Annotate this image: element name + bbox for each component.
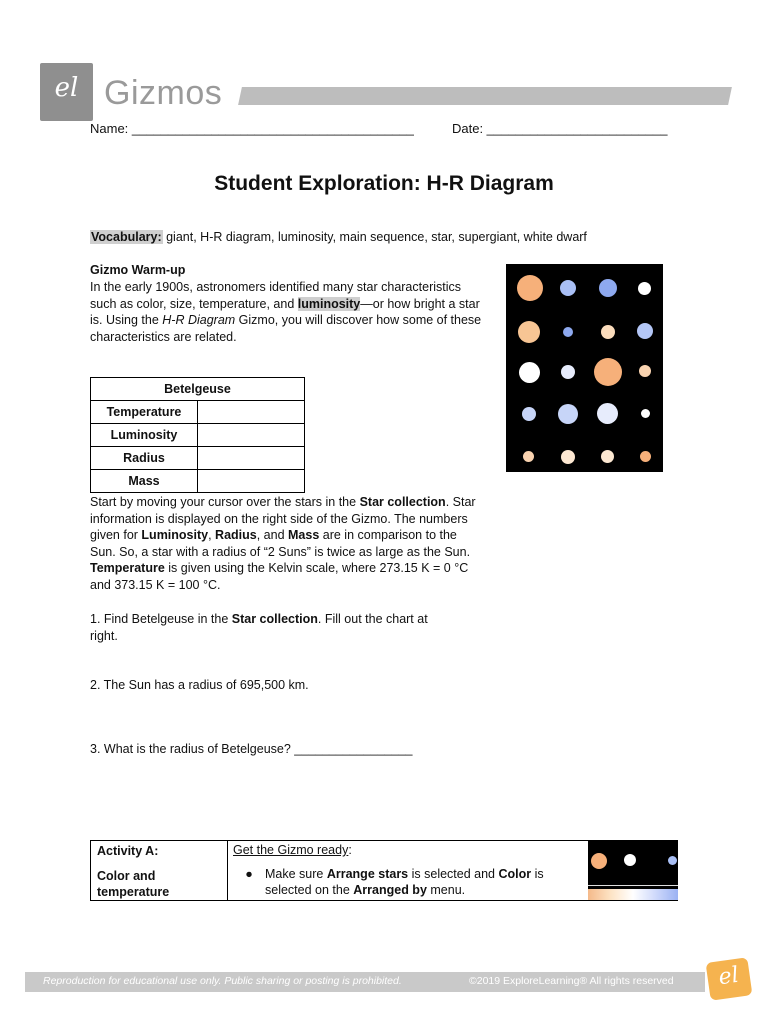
text: is selected on the — [265, 867, 544, 897]
star — [561, 365, 575, 379]
star — [638, 282, 651, 295]
star — [601, 325, 615, 339]
vocabulary-terms: giant, H-R diagram, luminosity, main sequence, star, supergiant, white dwarf — [166, 230, 587, 244]
star — [517, 275, 543, 301]
star — [639, 365, 651, 377]
text: : — [348, 843, 352, 857]
get-ready-heading: Get the Gizmo ready — [233, 843, 349, 857]
gizmo-name: H-R Diagram — [162, 313, 236, 327]
date-field[interactable]: Date: _________________________ — [452, 121, 668, 136]
text: is selected and — [408, 867, 499, 881]
row-label-luminosity: Luminosity — [91, 424, 198, 447]
activity-ready-line — [233, 843, 583, 857]
text: menu. — [426, 883, 466, 897]
star — [523, 451, 534, 462]
star — [560, 280, 576, 296]
mass-cell[interactable] — [198, 470, 305, 493]
warmup-text-2: —or how bright a star is. Using the — [90, 296, 480, 327]
bold-term: Color — [498, 867, 532, 881]
bold-term: Radius — [215, 528, 257, 542]
star — [601, 450, 614, 463]
warmup-heading: Gizmo Warm-up — [90, 263, 186, 277]
text: , and — [256, 528, 289, 542]
luminosity-term: luminosity — [297, 296, 361, 311]
betelgeuse-table — [90, 377, 305, 493]
star — [522, 407, 536, 421]
activity-label-cell — [91, 841, 228, 900]
star — [558, 404, 578, 424]
star — [563, 327, 573, 337]
star — [597, 403, 618, 424]
warmup-paragraph — [90, 279, 485, 345]
warmup-text-1: In the early 1900s, astronomers identified many star characteristics such as color, size, temperature, and — [90, 280, 462, 311]
gizmos-logo — [40, 63, 93, 121]
star — [518, 321, 540, 343]
betelgeuse-table-header: Betelgeuse — [91, 378, 305, 401]
star — [624, 854, 636, 866]
logo-glyph: el — [54, 73, 79, 103]
row-label-radius: Radius — [91, 447, 198, 470]
star — [594, 358, 622, 386]
text: . Fill out the chart at right. — [90, 612, 428, 643]
activity-subtitle: Color and temperature — [97, 869, 170, 899]
bold-term: Star collection — [231, 612, 318, 626]
question-2: 2. The Sun has a radius of 695,500 km. — [90, 678, 309, 692]
activity-label: Activity A: — [97, 844, 159, 858]
text: 1. Find Betelgeuse in the — [90, 612, 232, 626]
color-gradient-bar — [588, 889, 678, 900]
text: , — [208, 528, 216, 542]
text: are in comparison to the Sun. So, a star with a radius of “2 Suns” is twice as large as the Sun. — [90, 528, 471, 559]
question-1 — [90, 611, 430, 644]
row-label-mass: Mass — [91, 470, 198, 493]
star-collection-image — [506, 264, 663, 472]
bold-term: Temperature — [90, 561, 165, 575]
header-bar — [238, 87, 732, 105]
radius-cell[interactable] — [198, 447, 305, 470]
text: Start by moving your cursor over the stars in the — [90, 495, 360, 509]
footer-copyright: ©2019 ExploreLearning® All rights reserved — [469, 975, 674, 987]
bold-term: Mass — [288, 528, 320, 542]
question-3[interactable]: 3. What is the radius of Betelgeuse? _________________ — [90, 742, 413, 756]
footer-logo-glyph: el — [716, 962, 741, 991]
instructions-paragraph — [90, 494, 485, 593]
text: . Star information is displayed on the right side of the Gizmo. The numbers given for — [90, 495, 476, 542]
text: is given using the Kelvin scale, where 273.15 K = 0 °C and 373.15 K = 100 °C. — [90, 561, 469, 592]
row-label-temperature: Temperature — [91, 401, 198, 424]
footer-notice: Reproduction for educational use only. Public sharing or posting is prohibited. — [43, 975, 402, 987]
luminosity-cell[interactable] — [198, 424, 305, 447]
star — [641, 409, 650, 418]
text: Make sure — [265, 867, 327, 881]
page-title: Student Exploration: H-R Diagram — [214, 172, 554, 195]
star — [561, 450, 575, 464]
star — [599, 279, 617, 297]
vocabulary-label: Vocabulary: — [91, 230, 162, 244]
activity-a-box — [90, 840, 678, 901]
vocabulary-line — [90, 230, 587, 244]
warmup-text-3: Gizmo, you will discover how some of these characteristics are related. — [90, 313, 482, 344]
bold-term: Arranged by — [353, 883, 427, 897]
explorelearning-logo — [706, 957, 753, 1000]
bold-term: Star collection — [359, 495, 446, 509]
star — [591, 853, 607, 869]
footer-bar — [25, 972, 705, 992]
temperature-cell[interactable] — [198, 401, 305, 424]
activity-bullet — [233, 866, 583, 898]
star — [668, 856, 677, 865]
bold-term: Arrange stars — [326, 867, 409, 881]
scale-line — [588, 885, 678, 886]
bullet-icon: ● — [245, 867, 253, 881]
star — [519, 362, 540, 383]
name-field[interactable]: Name: _______________________________________ — [90, 121, 414, 136]
brand-name: Gizmos — [104, 74, 223, 112]
star — [637, 323, 653, 339]
star — [640, 451, 651, 462]
activity-gizmo-image — [588, 841, 678, 900]
bold-term: Luminosity — [141, 528, 209, 542]
